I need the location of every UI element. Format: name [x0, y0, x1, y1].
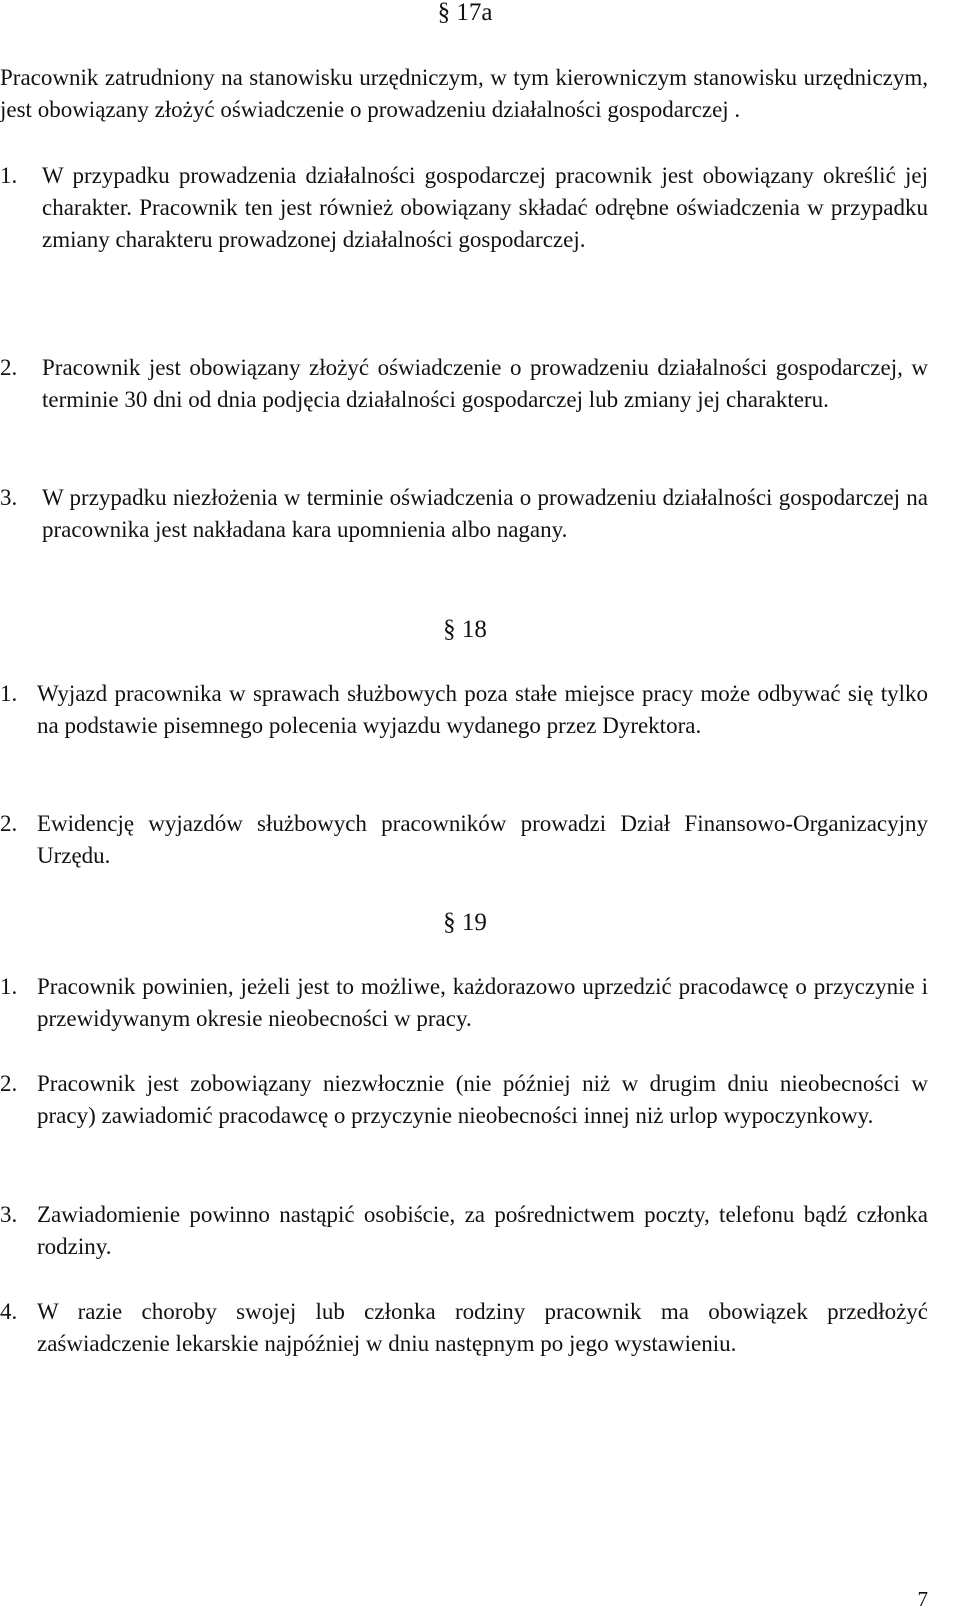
item-number: 4.	[0, 1299, 18, 1324]
item-number: 3.	[0, 1202, 18, 1227]
item-text: Zawiadomienie powinno nastąpić osobiście, za pośrednictwem poczty, telefonu bądź członka rodziny.	[37, 1202, 928, 1259]
item-text: W przypadku niezłożenia w terminie oświadczenia o prowadzeniu działalności gospodarczej na pracownika jest nakładana kara upomnienia albo nagany.	[42, 485, 928, 542]
item-text: Pracownik jest obowiązany złożyć oświadczenie o prowadzeniu działalności gospodarczej, w terminie 30 dni od dnia podjęcia działalności gospodarczej lub zmiany jej charakteru.	[42, 355, 928, 412]
item-number: 2.	[0, 355, 18, 380]
item-number: 2.	[0, 1071, 18, 1096]
item-number: 1.	[0, 974, 18, 999]
item-text: W razie choroby swojej lub członka rodziny pracownik ma obowiązek przedłożyć zaświadczenie lekarskie najpóźniej w dniu następnym po jego wystawieniu.	[37, 1299, 928, 1356]
section-19-item-4	[0, 1296, 928, 1360]
section-17a-item-1	[0, 160, 928, 256]
item-text: Wyjazd pracownika w sprawach służbowych poza stałe miejsce pracy może odbywać się tylko na podstawie pisemnego polecenia wyjazdu wydanego przez Dyrektora.	[37, 681, 928, 738]
section-18-item-2	[0, 808, 928, 872]
item-number: 1.	[0, 681, 18, 706]
page-number: 7	[917, 1587, 928, 1611]
item-text: Pracownik powinien, jeżeli jest to możliwe, każdorazowo uprzedzić pracodawcę o przyczynie i przewidywanym okresie nieobecności w pracy.	[37, 974, 928, 1031]
item-number: 1.	[0, 163, 18, 188]
item-text: W przypadku prowadzenia działalności gospodarczej pracownik jest obowiązany określić jej charakter. Pracownik ten jest również obowiązany składać odrębne oświadczenia w przypadku zmiany charakteru prowadzonej działalności gospodarczej.	[42, 163, 928, 252]
section-19-item-3	[0, 1199, 928, 1263]
section-heading-19: § 19	[443, 909, 487, 936]
item-number: 2.	[0, 811, 18, 836]
item-number: 3.	[0, 485, 18, 510]
section-17a-item-2	[0, 352, 928, 416]
item-text: Ewidencję wyjazdów służbowych pracowników prowadzi Dział Finansowo-Organizacyjny Urzędu.	[37, 811, 928, 868]
section-heading-18: § 18	[443, 616, 487, 643]
item-text: Pracownik jest zobowiązany niezwłocznie (nie później niż w drugim dniu nieobecności w pracy) zawiadomić pracodawcę o przyczynie nieobecności innej niż urlop wypoczynkowy.	[37, 1071, 928, 1128]
section-17a-item-3	[0, 482, 928, 546]
section-18-item-1	[0, 678, 928, 742]
section-19-item-2	[0, 1068, 928, 1132]
section-heading-17a: § 17a	[437, 0, 493, 26]
section-19-item-1	[0, 971, 928, 1035]
section-17a-intro: Pracownik zatrudniony na stanowisku urzędniczym, w tym kierowniczym stanowisku urzędniczym, jest obowiązany złożyć oświadczenie o prowadzeniu działalności gospodarczej .	[0, 65, 928, 122]
